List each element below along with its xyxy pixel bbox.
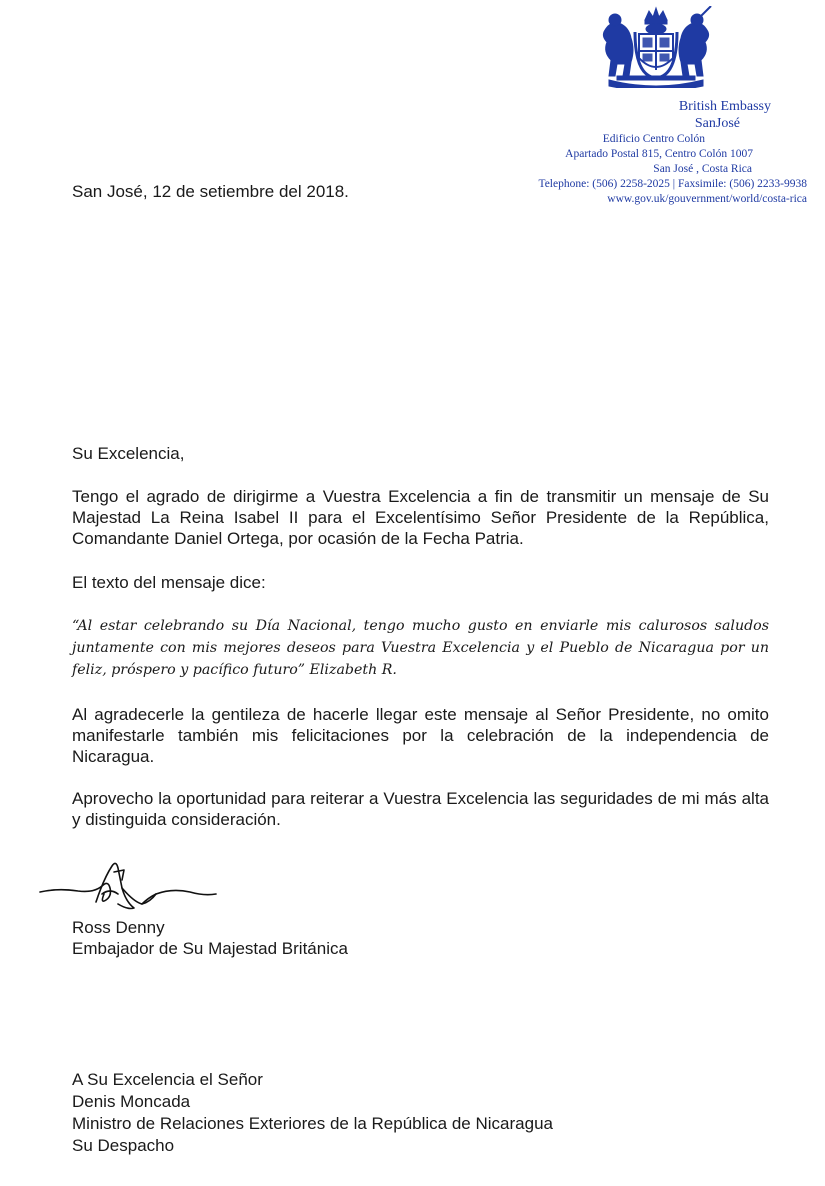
paragraph-intro: Tengo el agrado de dirigirme a Vuestra Excelencia a fin de transmitir un mensaje de Su Majestad La Reina Isabel II para el Excelentísimo Señor Presidente de la República, Comandante Daniel Ortega, por ocasión de la Fecha Patria. <box>72 487 769 548</box>
recipient-block <box>72 1069 553 1157</box>
paragraph-closing: Aprovecho la oportunidad para reiterar a Vuestra Excelencia las seguridades de mi más alta y distinguida consideración. <box>72 789 769 829</box>
recipient-line-1: A Su Excelencia el Señor <box>72 1070 263 1089</box>
signer-name: Ross Denny <box>72 918 165 937</box>
recipient-office: Su Despacho <box>72 1136 175 1155</box>
embassy-city: SanJosé <box>694 116 740 131</box>
embassy-website: www.gov.uk/gouvernment/world/costa-rica <box>607 193 807 205</box>
embassy-address-line-3: San José , Costa Rica <box>653 163 752 175</box>
signer-block <box>72 917 348 959</box>
paragraph-thanks: Al agradecerle la gentileza de hacerle llegar este mensaje al Señor Presidente, no omito manifestarle también mis felicitaciones por la celebración de la independencia de Nicaragua. <box>72 705 769 766</box>
embassy-letterhead <box>467 98 807 207</box>
signer-title: Embajador de Su Majestad Británica <box>72 939 348 958</box>
recipient-name: Denis Moncada <box>72 1092 191 1111</box>
salutation: Su Excelencia, <box>72 444 185 463</box>
royal-crest-icon <box>595 6 717 88</box>
recipient-position: Ministro de Relaciones Exteriores de la República de Nicaragua <box>72 1114 553 1133</box>
embassy-phone-fax: Telephone: (506) 2258-2025 | Faxsimile: (506) 2233-9938 <box>538 178 807 190</box>
embassy-address-line-1: Edificio Centro Colón <box>602 133 705 145</box>
royal-message-quote: “Al estar celebrando su Día Nacional, tengo mucho gusto en enviarle mis calurosos saludos juntamente con mis mejores deseos para Vuestra Excelencia y el Pueblo de Nicaragua por un feliz, próspero y pacífico futuro” Elizabeth R. <box>72 618 769 678</box>
embassy-address-line-2: Apartado Postal 815, Centro Colón 1007 <box>565 148 753 160</box>
paragraph-message-intro: El texto del mensaje dice: <box>72 573 266 592</box>
letter-date: San José, 12 de setiembre del 2018. <box>72 182 349 201</box>
embassy-name: British Embassy <box>678 99 771 114</box>
handwritten-signature-icon <box>38 858 268 920</box>
